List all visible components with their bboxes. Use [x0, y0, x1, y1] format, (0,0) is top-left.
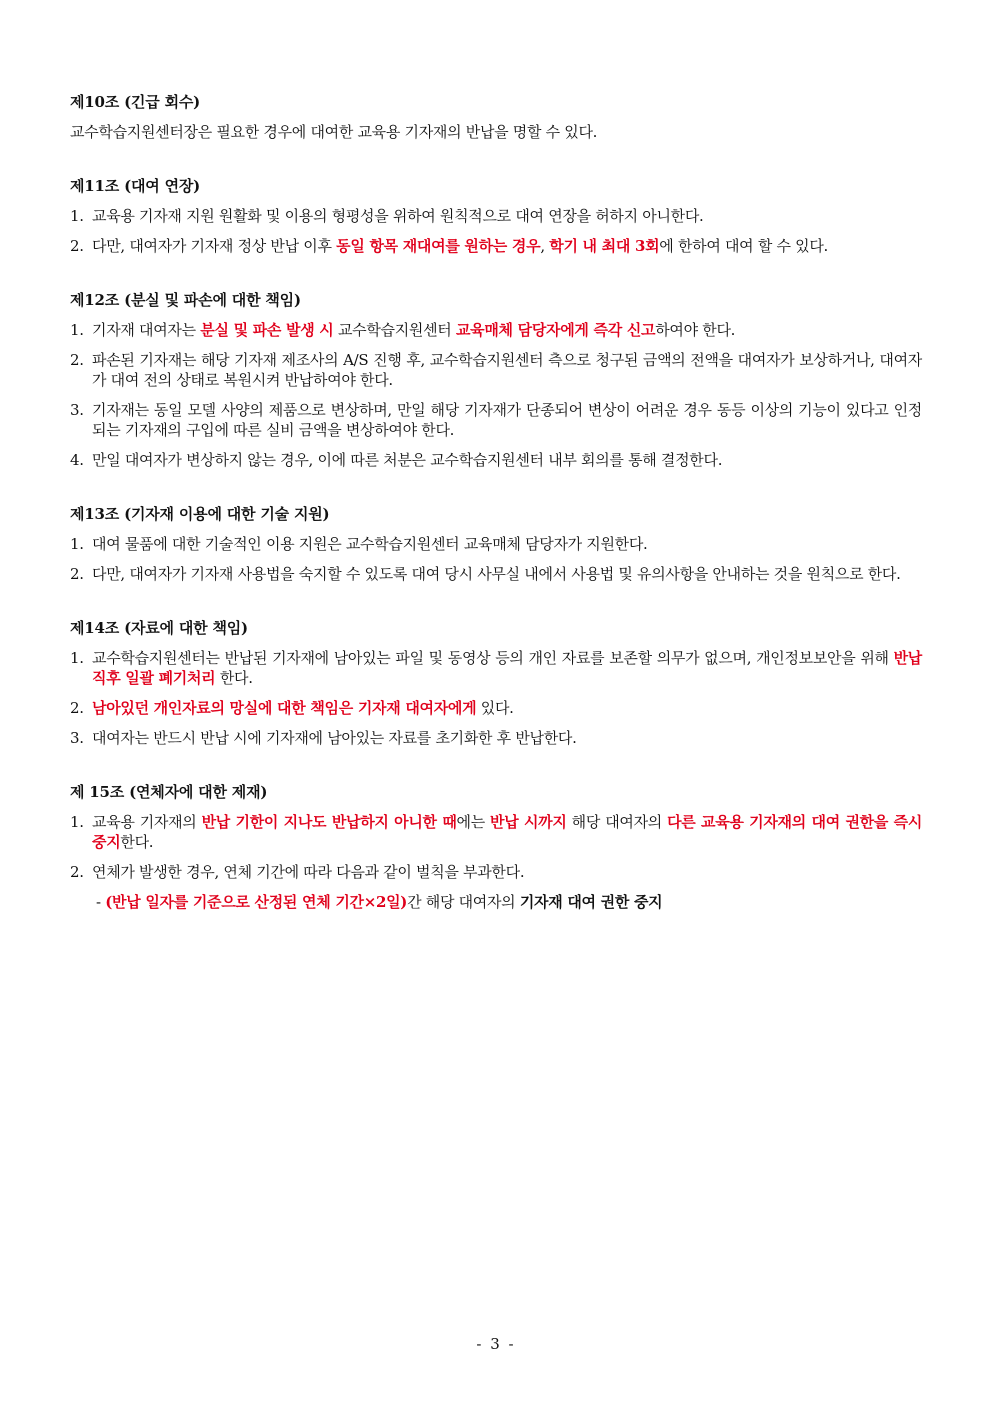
- emphasis-text: 반납 직후 일괄 폐기처리: [92, 649, 922, 687]
- item-text: [92, 812, 922, 852]
- item-text: [92, 320, 922, 340]
- item-number: 1.: [70, 813, 84, 831]
- emphasis-text: 반납 시까지: [490, 813, 567, 831]
- article-body: 교수학습지원센터장은 필요한 경우에 대여한 교육용 기자재의 반납을 명할 수 있다.: [70, 123, 598, 141]
- list-item: [70, 648, 922, 688]
- text-segment: ,: [540, 237, 550, 255]
- article-title: 제12조 (분실 및 파손에 대한 책임): [70, 291, 301, 309]
- emphasis-text: 다른 교육용 기자재의 대여 권한을 즉시 중지: [92, 813, 923, 851]
- item-text: 연체가 발생한 경우, 연체 기간에 따라 다음과 같이 벌칙을 부과한다.: [92, 863, 525, 881]
- item-text: 만일 대여자가 변상하지 않는 경우, 이에 따른 처분은 교수학습지원센터 내부 회의를 통해 결정한다.: [92, 451, 723, 469]
- bold-text: 기자재 대여 권한 중지: [519, 893, 663, 911]
- text-segment: 한다.: [215, 669, 253, 687]
- list-item: [70, 862, 922, 882]
- article-10: [70, 92, 922, 142]
- item-text: [92, 698, 922, 718]
- list-item: [70, 698, 922, 718]
- item-text: 대여자는 반드시 반납 시에 기자재에 남아있는 자료를 초기화한 후 반납한다.: [92, 729, 577, 747]
- text-segment: 해당 대여자의: [566, 813, 668, 831]
- item-text: [92, 206, 922, 226]
- page-number: - 3 -: [476, 1335, 516, 1353]
- text-segment: 기자재 대여자는: [92, 321, 201, 339]
- item-text: [92, 648, 922, 688]
- document-page: [70, 92, 922, 946]
- emphasis-text: 분실 및 파손 발생 시: [200, 321, 334, 339]
- emphasis-text: (반납 일자를 기준으로 산정된 연체 기간×2일): [105, 893, 408, 911]
- item-number: 1.: [70, 207, 84, 225]
- item-number: 2.: [70, 699, 84, 717]
- text-segment: 있다.: [476, 699, 514, 717]
- item-number: 2.: [70, 351, 84, 369]
- text-segment: 다만, 대여자가 기자재 정상 반납 이후: [92, 237, 337, 255]
- text-segment: 에 한하여 대여 할 수 있다.: [659, 237, 829, 255]
- list-item: [70, 320, 922, 340]
- text-segment: 교수학습지원센터는 반납된 기자재에 남아있는 파일 및 동영상 등의 개인 자료를 보존할 의무가 없으며, 개인정보보안을 위해: [92, 649, 894, 667]
- text-segment: 에는: [456, 813, 491, 831]
- list-item: [70, 236, 922, 256]
- list-item: [70, 400, 922, 440]
- emphasis-text: 동일 항목 재대여를 원하는 경우: [336, 237, 541, 255]
- item-number: 1.: [70, 321, 84, 339]
- text-segment: 교육용 기자재의: [92, 813, 202, 831]
- article-title: 제10조 (긴급 회수): [70, 93, 201, 111]
- item-text: [92, 236, 922, 256]
- article-12: [70, 290, 922, 470]
- item-number: 1.: [70, 649, 84, 667]
- text-segment: 교육용 기자재 지원 원활화 및 이용의 형평성을 위하여 원칙적으로 대여 연장을 허하지 아니한다.: [92, 207, 704, 225]
- list-item: [70, 564, 922, 584]
- item-text: 다만, 대여자가 기자재 사용법을 숙지할 수 있도록 대여 당시 사무실 내에서 사용법 및 유의사항을 안내하는 것을 원칙으로 한다.: [92, 565, 901, 583]
- list-item: [70, 534, 922, 554]
- item-number: 2.: [70, 565, 84, 583]
- item-number: 2.: [70, 237, 84, 255]
- emphasis-text: 남아있던 개인자료의 망실에 대한 책임은 기자재 대여자에게: [92, 699, 477, 717]
- text-segment: 교수학습지원센터: [333, 321, 456, 339]
- text-segment: 간 해당 대여자의: [407, 893, 520, 911]
- article-13: [70, 504, 922, 584]
- list-item: [70, 812, 922, 852]
- list-item: [70, 206, 922, 226]
- list-item: [70, 728, 922, 748]
- article-title: 제11조 (대여 연장): [70, 177, 201, 195]
- item-number: 4.: [70, 451, 84, 469]
- article-14: [70, 618, 922, 748]
- text-segment: 하여야 한다.: [655, 321, 736, 339]
- item-number: 3.: [70, 401, 84, 419]
- article-title: 제 15조 (연체자에 대한 제재): [70, 783, 268, 801]
- sub-bullet: -: [96, 893, 106, 911]
- emphasis-text: 학기 내 최대 3회: [549, 237, 660, 255]
- item-number: 1.: [70, 535, 84, 553]
- article-title: 제14조 (자료에 대한 책임): [70, 619, 248, 637]
- item-number: 3.: [70, 729, 84, 747]
- text-segment: 한다.: [120, 833, 154, 851]
- article-15: [70, 782, 922, 912]
- emphasis-text: 교육매체 담당자에게 즉각 신고: [455, 321, 656, 339]
- article-title: 제13조 (기자재 이용에 대한 기술 지원): [70, 505, 330, 523]
- emphasis-text: 반납 기한이 지나도 반납하지 아니한 때: [201, 813, 457, 831]
- list-item: [70, 350, 922, 390]
- item-text: 기자재는 동일 모델 사양의 제품으로 변상하며, 만일 해당 기자재가 단종되어 변상이 어려운 경우 동등 이상의 기능이 있다고 인정되는 기자재의 구입에 따른 실비 금액을 변상하여야 한다.: [92, 401, 922, 439]
- item-text: 파손된 기자재는 해당 기자재 제조사의 A/S 진행 후, 교수학습지원센터 측으로 청구된 금액의 전액을 대여자가 보상하거나, 대여자가 대여 전의 상태로 복원시켜 반납하여야 한다.: [92, 351, 922, 389]
- list-item: [70, 450, 922, 470]
- article-11: [70, 176, 922, 256]
- sub-item: [70, 892, 922, 912]
- item-number: 2.: [70, 863, 84, 881]
- item-text: 대여 물품에 대한 기술적인 이용 지원은 교수학습지원센터 교육매체 담당자가 지원한다.: [92, 535, 648, 553]
